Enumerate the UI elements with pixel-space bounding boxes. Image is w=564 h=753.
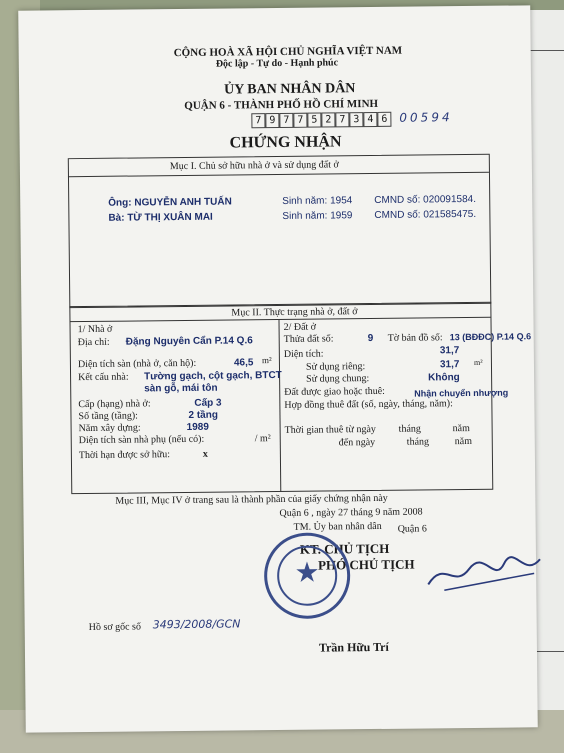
section2-heading: Mục II. Thực trạng nhà ở, đất ở [231,306,358,319]
land-private-value: 31,7 [439,359,460,371]
serial-digit: 7 [335,112,349,127]
house-floors-label: Số tầng (tầng): [78,410,138,423]
owner1-name: Ông: NGUYỄN ANH TUẤN [108,196,232,209]
land-area-label: Diện tích: [283,348,324,360]
land-private-label: Sử dụng riêng: [305,361,366,373]
land-lease-from: Thời gian thuê từ ngày [284,423,376,436]
land-lease-month1: tháng [398,423,421,435]
serial-digit: 2 [321,112,335,127]
serial-digit: 4 [363,112,377,127]
house-area-unit: m² [261,355,272,366]
owner1-id: CMND số: 020091584. [374,193,477,206]
serial-digit: 9 [265,113,279,128]
house-area-label: Diện tích sàn (nhà ở, căn hộ): [77,357,197,371]
official-seal [264,532,351,619]
motto: Độc lập - Tự do - Hạnh phúc [215,57,339,70]
land-lease-to: đến ngày [338,436,376,449]
house-floors-value: 2 tầng [188,409,218,421]
serial-digit: 7 [279,113,293,128]
land-lease-label: Hợp đồng thuê đất (số, ngày, tháng, năm): [284,398,453,411]
house-aux-unit: / m² [254,433,271,445]
serial-digit: 7 [293,113,307,128]
house-grade-value: Cấp 3 [194,397,222,409]
land-map-label: Tờ bản đồ số: [387,332,443,344]
owner2-id: CMND số: 021585475. [374,208,477,221]
file-label: Hồ sơ gốc số [88,621,141,633]
certificate-page [18,5,538,732]
house-structure-label: Kết cấu nhà: [78,371,129,384]
house-address-value: Đặng Nguyên Cẩn P.14 Q.6 [125,335,253,348]
district-title: QUẬN 6 - THÀNH PHỐ HỒ CHÍ MINH [184,97,379,112]
land-area-value: 31,7 [439,345,460,357]
owner2-birth: Sinh năm: 1959 [282,210,353,222]
house-structure-value: Tường gạch, cột gạch, BTCT [144,369,282,383]
house-year-value: 1989 [186,421,209,433]
district-short: Quận 6 [397,523,427,535]
house-area-value: 46,5 [233,357,254,369]
land-common-label: Sử dụng chung: [306,373,370,385]
signer-name: Trần Hữu Trí [318,639,389,655]
land-form-label: Đất được giao hoặc thuê: [284,385,385,398]
house-structure-value2: sàn gỗ, mái tôn [144,382,218,395]
section1-heading: Mục I. Chủ sở hữu nhà ở và sử dụng đất ở [169,159,339,173]
land-lease-month2: tháng [406,436,430,448]
house-address-label: Địa chỉ: [77,336,110,349]
vice-title: PHÓ CHỦ TỊCH [317,556,415,573]
land-map-value: 13 (BĐĐC) P.14 Q.6 [449,331,532,343]
serial-digit: 6 [377,112,391,127]
house-title: 1/ Nhà ở [77,323,113,336]
house-term-value: x [202,448,208,460]
land-lease-year2: năm [454,435,473,448]
land-plot-value: 9 [367,333,374,345]
serial-digit: 7 [251,113,265,128]
house-year-label: Năm xây dựng: [78,422,141,435]
place-date: Quận 6 , ngày 27 tháng 9 năm 2008 [279,506,423,519]
signature [424,553,544,594]
tm-line: TM. Ủy ban nhân dân [293,520,382,533]
land-form-value: Nhận chuyển nhượng [414,387,509,399]
section-note: Mục III, Mục IV ở trang sau là thành phần của giấy chứng nhận này [115,492,388,507]
house-grade-label: Cấp (hạng) nhà ở: [78,398,151,411]
land-private-unit: m² [473,357,483,367]
country-title: CỘNG HOÀ XÃ HỘI CHỦ NGHĨA VIỆT NAM [173,44,403,60]
file-value: 3493/2008/GCN [152,617,241,632]
land-title: 2/ Đất ở [283,321,317,333]
kt-title: KT. CHỦ TỊCH [299,540,390,557]
land-lease-year1: năm [452,422,470,435]
agency: ỦY BAN NHÂN DÂN [223,81,356,98]
serial-handwritten: 00594 [399,110,453,125]
house-aux-label: Diện tích sàn nhà phụ (nếu có): [78,433,205,447]
owner1-birth: Sinh năm: 1954 [282,195,353,207]
serial-digit: 5 [307,113,321,128]
seal-star-icon: ★ [294,557,320,589]
land-common-value: Không [428,372,460,384]
house-term-label: Thời hạn được sở hữu: [78,449,171,462]
certificate-title: CHỨNG NHẬN [229,133,342,152]
serial-digit: 3 [349,112,363,127]
land-plot-label: Thửa đất số: [283,333,334,345]
owner2-name: Bà: TỪ THỊ XUÂN MAI [108,211,213,224]
section1-box [68,154,492,308]
